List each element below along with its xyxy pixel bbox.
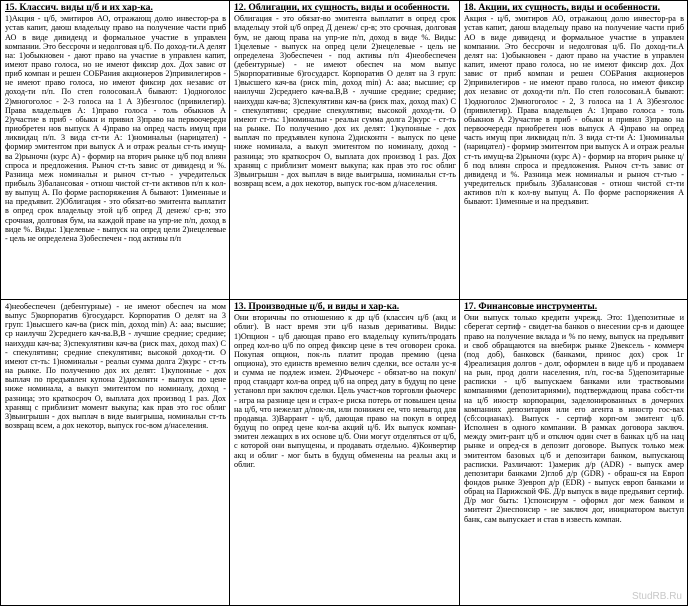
cell-title: 17. Финансовые инструменты. — [464, 301, 598, 312]
cell-bonds-continued — [0, 300, 230, 606]
cell-body: Они выпуск только кредитн учрежд. Это: 1)депозитные и сберегат сертиф - свидет-ва банков о внесении ср-в и дающее право на получение вклада и % по нему, выпуск на предъявит и своб обращаются на внебирж рынке 2)вексель - коммерч (под доб), банковск (банками, принос дох) срок 1г 4)реализация долгов - долг, оформлен в виде ц/б и продаваем на рын, прод долги населения, п/п, гос-ва 5)депозитарные расписки - ц/б выпускаем банками или траствовыми компаниями (депозитариями), подтверждающ права собст-ти на ц/б иностр корпорации, заделонированных в дочерних компаниях депозитария или его агента в иностр гос-вах (сб:социанах). Выпуск - сертиф корп-ом эмитент ц/б. Исполнен в одного компании. В рамках договора заключ. между эмит-рант ц/б и отключ один счет в банках ц/б на нац рынке и опред-ся в депозит договоре. Выпуск только меж эмитентом базовых ц/б и депозитари банком, выпускающ расписки. Различают: 1)америк д/р (ADR) - выпуск амер депозитари банками 2)глоб д/р (GDR) - обраш-ся на Европ фондов рынке 3)европ д/р (EDR) - выпуск европ банками и обрац на Парижской ФБ. Д/р выпуск в виде предъявит сертиф. Д/р мог быть: 1)спонсирум - оформл дог меж банком и эмитент 2)неспонсир - не заключ дог, инициатором выступ банк, сам выпускает и став в известь компан. — [464, 313, 684, 524]
cell-body: Они вторичны по отношению к др ц/б (классич ц/б (акц и облиг). В наст время эти ц/б назыв деривативы. Виды: 1)Опцион - ц/б дающая право его владельцу купить/продать опред кол-во ц/б по опред фиксир цене в теч оговорен срока. Покупая опцион, пок-ль платит продав премию (цена опциона), это единств временно велич сделки, все осталн ус-я и сумма не подлеж измен. 2)Фьючерс - обязат-во на покуп/прод стандарт кол-ва опред ц/б на опред дату в будущ по цене установл при заключ сделки. Цель участ-ков торговли фьючерс - игра на разнице цен и страх-е риска потерь от повышен цены на ц/б, что нежелат д/пок-ля, или понижен ее, что невыгод для продавца. 3)Варрант - ц/б, дающая право на покуп в опред будущ по опред цене кол-ва акций ц/б. Их выпуск компан-эмитен лежащих в их основе ц/б. Они могут отделяться от ц/б, с которой они выпущены, и продавать отдельно. 4)Конвертир акц и облиг - мог быть в будущ обменены на реальн акц и облиг. — [234, 313, 456, 469]
cell-body: Акция - ц/б, эмитиров АО, отражающ долю инвестор-ра в устав капит, даюш владельцу право на получение части приб АО в виде дивиденд и формальное участие в управлен компании. Это бессрочн и недолговая ц/б. По доход-ти.А делят на: 1)обыкновен - дают право на участие в управлен капит, имеют право голоса, но не имеют фиксир дох. Дох завис от приб компан и решен СОБРания акционеров 2)привилегиров - не имеют право голоса, но имеют фиксир дох независ от доход-ти п/п. По степ голосован.А бывают: 1)одноголос 2)многоголос - 2, 3 голоса на 1 А 3)безголос (привилегир). Права владельцев А: 1)право голоса - толь обыкнов А 2)участие в приб - обыкн и привил 3)право на первоочередн приобретен нов выпуск А 4)право на опред часть имущ при ликвидац п/п. 3 вида ст-ти А: 1)номинальн (нарицател) - формир эмитентом при выпуск А и отраж реальн ст-ть имущ-ва 2)рыночн (курс А) - формир на вторич рынке ц/б под влиян спроса и предложения. Рыноч ст-ть завис от дивиденд и %. Разница меж номинальн и рыноч ст-тью - учредительск прибыль 3)балансовая - отнош чистой ст-ти активов п/п к кол-ву выпущ А. По форме распоряжения А бывают: 1)именные и на предъявит. — [464, 14, 684, 207]
cell-classic-securities — [0, 0, 230, 300]
cell-title: 13. Производные ц/б, и виды и хар-ка. — [234, 301, 400, 312]
cell-title: 12. Облигации, их сущность, виды и особенности. — [234, 2, 450, 13]
watermark: StudRB.Ru — [631, 591, 682, 602]
cell-financial-instruments — [460, 300, 688, 606]
cell-body: 4)необеспечен (дебентурные) - не имеют обеспеч на мом выпус 5)корпоратив 6)государст. Корпоратив О делят на 3 груп: 1)высшего кач-ва (риск min, доход min) A: aaa; высшие; ср наилучш 2)среднего кач-ва.В,В - лучшие средние; средние; наихудш кач-ва; 3)спекулятивн кач-ва (риск max, доход max) С - спекулятивн; средние спекулятивн; высокой доход-ти. О имеют ст-ть: 1)номинальн - реальн сумма долга 2)курс - ст-ть на рынке. По получению дох их делят: 1)купонные - дох выплач по предъявлен купона 2)дисконтн - выпуск по цене ниже номинала, а выкуп эмитентом по номиналу, доход - разница; это краткосроч О, выплата дох производ 1 раз. Дох хранящ с приблизит момент выкупа; как прав это гос облиг 3)выигрышн - дох выплач в виде выигрыша, номинальн ст-ть возвращ всем, а дох некотор, выпуск гос-вом д/населения. — [5, 302, 226, 431]
cell-shares — [460, 0, 688, 300]
cell-title: 15. Классич. виды ц/б и их хар-ка. — [5, 2, 153, 13]
cell-derivatives — [230, 300, 460, 606]
cell-body: Облигация - это обязат-во эмитента выплатит в опред срок владельцу этой ц/б опред Д денеж/ ср-в; это срочная, долговая бум, не дающ права на упр-ие п/п, доход в виде %. Виды: 1)целевые - выпуск на опред цели 2)нецелевые - цель не определена 3)обеспечен - под активы п/п 4)необеспечен (дебентурные) - не имеют обеспеч на мом выпус 5)корпоративные 6)государст. Корпоратив О делят на 3 груп: 1)высшего кач-ва (риск min, доход min) A: aaa; высшие; ср наилучш 2)среднего кач-ва.В,В - лучшие средние; средние; наихудш кач-ва; 3)спекулятивн кач-ва (риск max, доход max) С - спекулятивн; средние спекулятивн; высокой доход-ти. О имеют ст-ть: 1)номинальн - реальн сумма долга 2)курс - ст-ть на рынке. По получению дох их делят: 1)купонные - дох выплач по предъявлен купона 2)дисконтн - выпуск по цене ниже номинала, а выкуп эмитентом по номиналу, доход - разница; это краткосроч О, выплата дох производ 1 раз. Дох хранящ с приблизит момент выкупа; как прав это гос облиг 3)выигрышн - дох выплач в виде выигрыша, номинальн ст-ть возвращ всем, а дох некотор, выпуск гос-вом д/населения. — [234, 14, 456, 189]
cell-body: 1)Акция - ц/б, эмитиров АО, отражающ долю инвестор-ра в устав капит, даюш владельцу право на получение части приб АО в виде дивиденд и формальное участие в управлен компании. Это бессрочн и недолговая ц/б. По доход-ти.А делят на: 1)обыкновен - дают право на участие в управлен капит, имеют право голоса, но не имеют фиксир дох. Дох завис от приб компан и решен СОБРания акционеров 2)привилегиров - не имеют право голоса, но имеют фиксир дох независ от доход-ти п/п. По степ голосован.А бывают: 1)одноголос 2)многоголос - 2-3 голоса на 1 А 3)безголос (привилегир). Права владельцев А: 1)право голоса - толь обыкнов А 2)участие в приб - обыкн и привил 3)право на первоочередн приобретен нов выпуск А 4)право на опред часть имущ при ликвидац п/п. 3 вида ст-ти А: 1)номинальн (нарицател) - формир эмитентом при выпуск А и отраж реальн ст-ть имущ-ва 2)рыночн (курс А) - формир на вторич рынке ц/б под влиян спроса и предложения. Рыноч ст-ть завис от дивиденд и %. Разница меж номинальн и рыноч ст-тью - учредительск прибыль 3)балансовая - отнош чистой ст-ти активов п/п к кол-ву выпущ А. По форме распоряжения А бывают: 1)именные и на предъявит. 2)Облигация - это обязат-во эмитента выплатит в опред срок владельцу этой ц/б опред Д денеж/ ср-в; это срочная, долговая бум, на каждой праве на упр-ие п/п, доход в виде %. Виды: 1)целевые - выпуск на опред цели 2)нецелевые - цель не определена 3)обеспечен - под активы п/п — [5, 14, 226, 243]
cell-bonds — [230, 0, 460, 300]
cell-title: 18. Акции, их сущность, виды и особенности. — [464, 2, 661, 13]
